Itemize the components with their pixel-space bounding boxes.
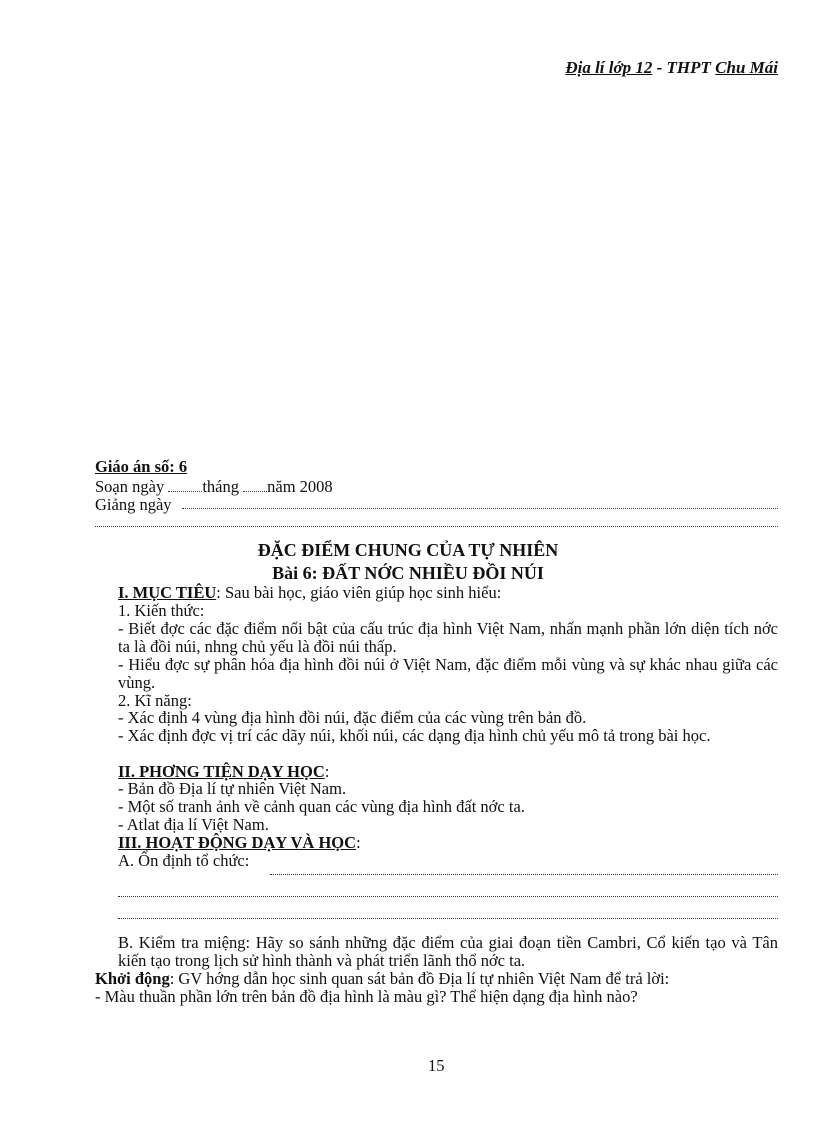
warmup-question: - Màu thuần phần lớn trên bản đồ địa hình là màu gì? Thể hiện dạng địa hình nào?	[95, 987, 638, 1006]
means-item-3: - Atlat địa lí Việt Nam.	[118, 815, 269, 834]
stabilize-heading: A. Ổn định tổ chức:	[118, 851, 250, 870]
header-school: - THPT	[652, 58, 716, 77]
lesson-name: : ĐẤT NỚC NHIỀU ĐỒI NÚI	[311, 563, 544, 583]
means-item-1: - Bản đồ Địa lí tự nhiên Việt Nam.	[118, 779, 347, 798]
header-teacher: Chu Mái	[715, 58, 778, 77]
activities-colon: :	[356, 833, 361, 852]
knowledge-heading: 1. Kiến thức:	[118, 601, 205, 620]
separator-dotted	[95, 526, 778, 527]
objectives-heading: I. MỤC TIÊU	[118, 583, 217, 602]
blank-line-2	[118, 918, 778, 919]
lesson-title	[0, 563, 816, 584]
header-subject: Địa lí lớp 12	[565, 58, 653, 77]
day-blank	[168, 481, 202, 492]
skills-heading: 2. Kĩ năng:	[118, 691, 192, 710]
prep-date-line	[95, 478, 333, 496]
knowledge-item-1: - Biết đợc các đặc điểm nổi bật của cấu trúc địa hình Việt Nam, nhấn mạnh phần lớn diện tích nớc ta là đồi núi, nhng chủ yếu là đồi núi thấp.	[118, 619, 778, 656]
means-heading: II. PHƠNG TIỆN DẠY HỌC	[118, 762, 325, 781]
page-header	[565, 58, 778, 78]
objectives-line	[118, 584, 501, 602]
warmup-line	[95, 970, 669, 988]
means-colon: :	[324, 762, 330, 781]
month-label: tháng	[202, 477, 239, 496]
year-text: năm 2008	[267, 477, 333, 496]
activities-line	[118, 834, 361, 852]
prep-label: Soạn ngày	[95, 477, 165, 496]
chapter-title: ĐẶC ĐIỂM CHUNG CỦA TỰ NHIÊN	[257, 540, 559, 560]
month-blank	[243, 481, 267, 492]
warmup-text: : GV hớng dẫn học sinh quan sát bản đồ Địa lí tự nhiên Việt Nam để trả lời:	[169, 969, 670, 988]
skills-item-2: - Xác định đợc vị trí các dãy núi, khối núi, các dạng địa hình chủ yếu mô tả trong bài học.	[118, 726, 711, 745]
stabilize-blank	[270, 874, 778, 875]
lesson-label: Bài 6	[272, 563, 312, 583]
warmup-label: Khởi động	[95, 969, 170, 988]
activities-heading: III. HOẠT ĐỘNG DẠY VÀ HỌC	[118, 833, 357, 852]
blank-line-1	[118, 896, 778, 897]
means-item-2: - Một số tranh ảnh về cảnh quan các vùng địa hình đất nớc ta.	[118, 797, 525, 816]
skills-item-1: - Xác định 4 vùng địa hình đồi núi, đặc điểm của các vùng trên bản đồ.	[118, 708, 587, 727]
teach-label: Giảng ngày	[95, 495, 172, 514]
objectives-intro: : Sau bài học, giáo viên giúp học sinh hiểu:	[216, 583, 502, 602]
page-number: 15	[428, 1056, 445, 1075]
knowledge-item-2: - Hiểu đợc sự phân hóa địa hình đồi núi ở Việt Nam, đặc điểm mỗi vùng và sự khác nhau giữa các vùng.	[118, 655, 778, 692]
plan-number: Giáo án số: 6	[95, 457, 188, 476]
oral-check: B. Kiểm tra miệng: Hãy so sánh những đặc điểm của giai đoạn tiền Cambri, Cổ kiến tạo và Tân kiến tạo trong lịch sử hình thành và phát triển lãnh thổ nớc ta.	[118, 933, 778, 970]
teach-date-blank	[182, 508, 778, 509]
